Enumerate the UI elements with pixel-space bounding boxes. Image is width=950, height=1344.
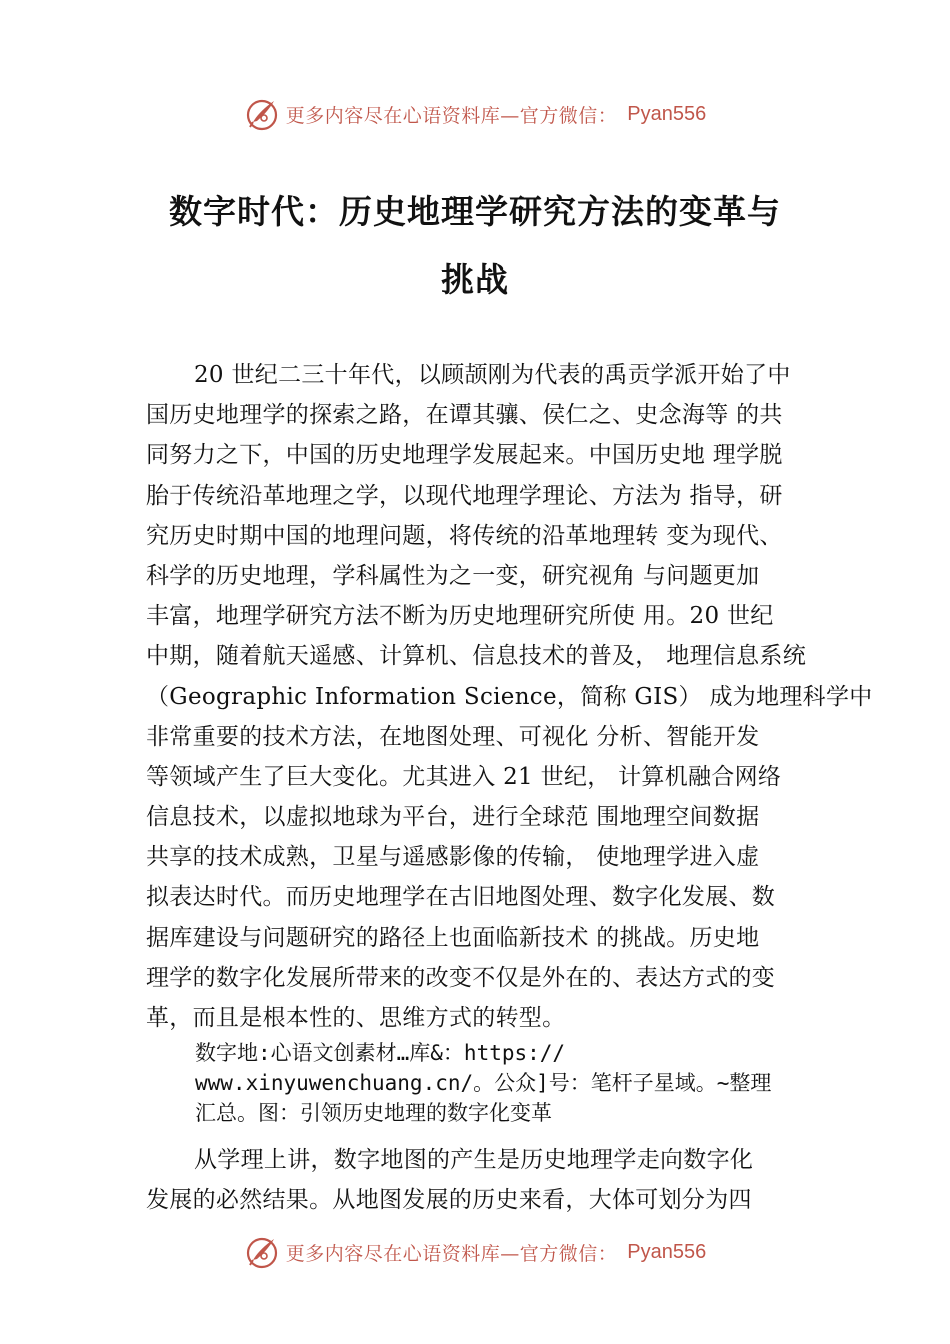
paragraph-line: 等领域产生了巨大变化。尤其进入 21 世纪， 计算机融合网络 <box>146 763 782 790</box>
paragraph-line: 从学理上讲，数字地图的产生是历史地理学走向数字化 <box>194 1147 754 1173</box>
banner-text: 更多内容尽在心语资料库—官方微信： <box>285 104 618 127</box>
paragraph-line: 拟表达时代。而历史地理学在古旧地图处理、数字化发展、数 <box>146 884 776 911</box>
source-note-line: 汇总。图：引领历史地理的数字化变革 <box>195 1101 552 1125</box>
paragraph-line: 革，而且是根本性的、思维方式的转型。 <box>146 1005 566 1031</box>
banner-text: 更多内容尽在心语资料库—官方微信： <box>285 1242 618 1265</box>
wechat-id: Pyan556 <box>627 102 707 125</box>
paragraph-line: 据库建设与问题研究的路径上也面临新技术 的挑战。历史地 <box>146 924 760 951</box>
paragraph-line: 国历史地理学的探索之路，在谭其骧、侯仁之、史念海等 的共 <box>146 402 783 429</box>
paragraph-line: 20 世纪二三十年代，以顾颉刚为代表的禹贡学派开始了中 <box>194 362 791 388</box>
paragraph-line: 发展的必然结果。从地图发展的历史来看，大体可划分为四 <box>146 1187 752 1214</box>
quill-logo-icon <box>244 96 280 132</box>
paragraph-line: 究历史时期中国的地理问题，将传统的沿革地理转 变为现代、 <box>146 522 783 549</box>
paragraph-line: 信息技术，以虚拟地球为平台，进行全球范 围地理空间数据 <box>146 804 760 831</box>
paragraph-2 <box>146 1140 836 1220</box>
paragraph-line: 丰富，地理学研究方法不断为历史地理研究所使 用。20 世纪 <box>146 603 774 630</box>
paragraph-line: 非常重要的技术方法，在地图处理、可视化 分析、智能开发 <box>146 723 760 750</box>
paragraph-1 <box>146 355 873 1038</box>
paragraph-line: 理学的数字化发展所带来的改变不仅是外在的、表达方式的变 <box>146 964 776 991</box>
page-title-line-1: 数字时代：历史地理学研究方法的变革与 <box>169 192 781 231</box>
paragraph-line: 中期，随着航天遥感、计算机、信息技术的普及， 地理信息系统 <box>146 643 807 670</box>
paragraph-line: 同努力之下，中国的历史地理学发展起来。中国历史地 理学脱 <box>146 442 783 469</box>
paragraph-line: （Geographic Information Science，简称 GIS） 成为地理科学中 <box>146 683 873 710</box>
paragraph-line: 科学的历史地理，学科属性为之一变，研究视角 与问题更加 <box>146 562 760 589</box>
footer-banner <box>0 1232 950 1272</box>
page-title-line-2: 挑战 <box>441 260 509 299</box>
source-note-line: www.xinyuwenchuang.cn/。公众]号：笔杆子星域。~整理 <box>195 1071 772 1095</box>
quill-logo-icon <box>244 1234 280 1270</box>
header-banner <box>0 94 950 134</box>
paragraph-line: 胎于传统沿革地理之学，以现代地理学理论、方法为 指导，研 <box>146 482 783 509</box>
wechat-id: Pyan556 <box>627 1240 707 1263</box>
source-note-line: 数字地:心语文创素材…库&：https:// <box>195 1041 566 1065</box>
paragraph-line: 共享的技术成熟，卫星与遥感影像的传输， 使地理学进入虚 <box>146 844 760 871</box>
source-note <box>195 1038 845 1128</box>
